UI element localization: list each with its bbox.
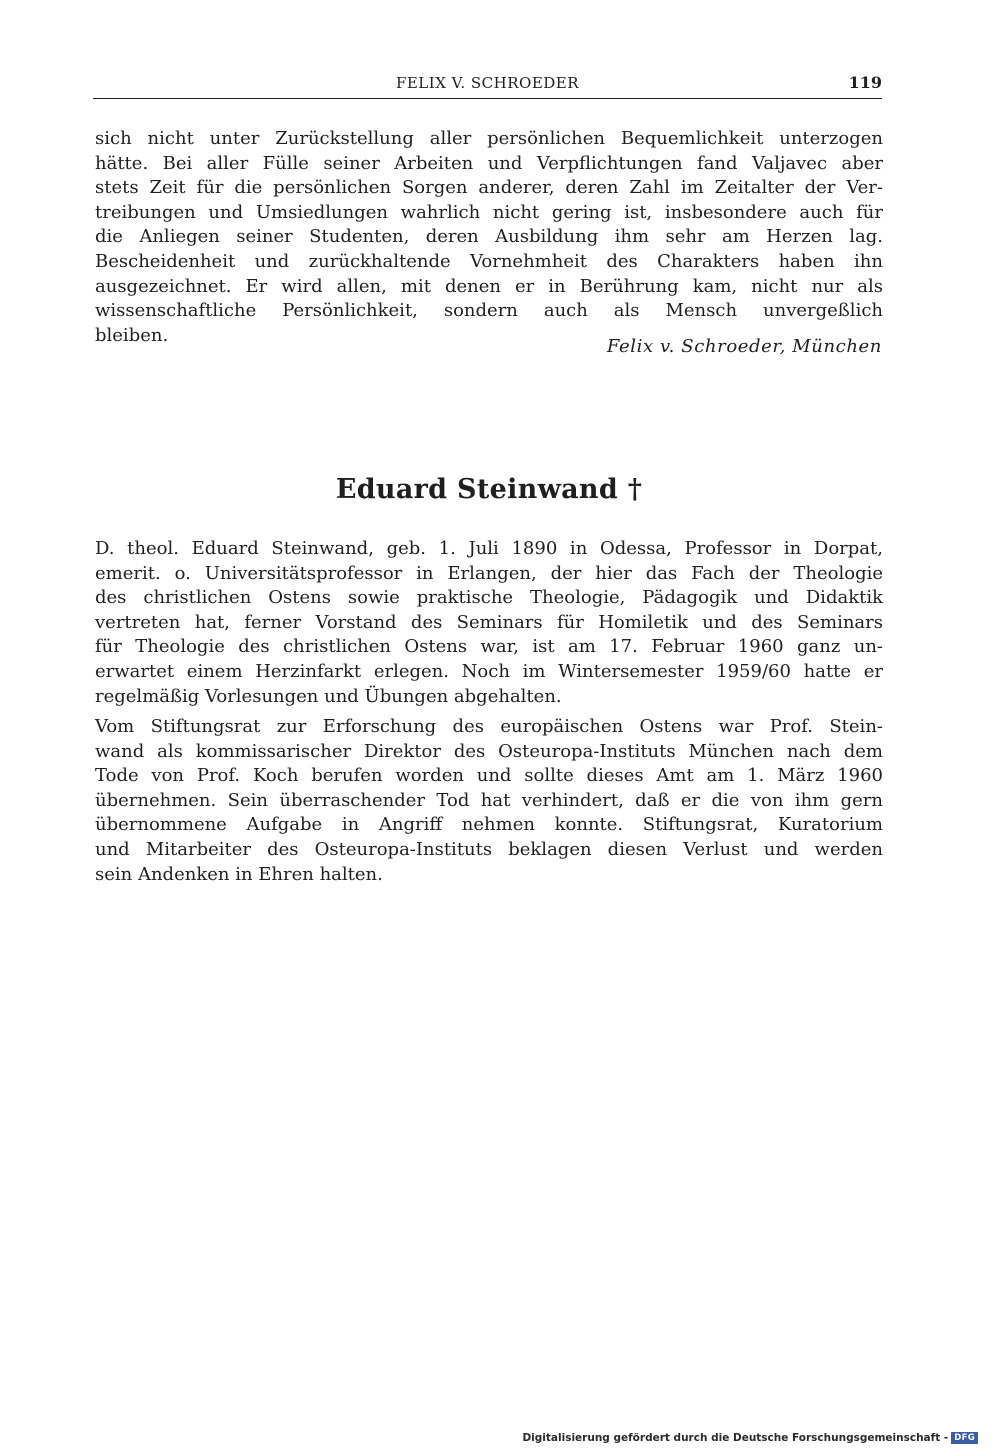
obituary-title: Eduard Steinwand †	[335, 474, 643, 505]
text-line: erwartet einem Herzinfarkt erlegen. Noch im Wintersemester 1959/60 hatte er	[95, 660, 883, 682]
page-number: 119	[848, 73, 882, 92]
text-line: Vom Stiftungsrat zur Erforschung des europäischen Ostens war Prof. Stein-	[95, 716, 883, 737]
running-header	[93, 72, 882, 99]
text-line: hätte. Bei aller Fülle seiner Arbeiten und Verpflichtungen fand Valjavec aber	[95, 152, 883, 174]
obituary-paragraph-2	[95, 715, 883, 887]
text-line: D. theol. Eduard Steinwand, geb. 1. Juli 1890 in Odessa, Professor in Dorpat,	[95, 538, 883, 559]
text-line: treibungen und Umsiedlungen wahrlich nicht gering ist, insbesondere auch für	[95, 201, 883, 223]
text-line: Tode von Prof. Koch berufen worden und sollte dieses Amt am 1. März 1960	[95, 765, 883, 787]
text-line: die Anliegen seiner Studenten, deren Ausbildung ihm sehr am Herzen lag.	[95, 226, 883, 248]
text-line: sich nicht unter Zurückstellung aller persönlichen Bequemlichkeit unterzogen	[95, 128, 883, 149]
text-line: emerit. o. Universitätsprofessor in Erlangen, der hier das Fach der Theologie	[95, 562, 883, 584]
text-line: Bescheidenheit und zurückhaltende Vornehmheit des Charakters haben ihn	[95, 250, 883, 272]
text-line: des christlichen Ostens sowie praktische Theologie, Pädagogik und Didaktik	[95, 587, 883, 609]
digitization-credit	[522, 1432, 978, 1444]
text-line: für Theologie des christlichen Ostens war, ist am 17. Februar 1960 ganz un-	[95, 636, 883, 658]
text-line: übernehmen. Sein überraschender Tod hat verhindert, daß er die von ihm gern	[95, 789, 883, 811]
text-line: wand als kommissarischer Direktor des Osteuropa-Instituts München nach dem	[95, 740, 883, 762]
text-line: ausgezeichnet. Er wird allen, mit denen er in Berührung kam, nicht nur als	[95, 275, 883, 297]
previous-article-closing-paragraph	[95, 127, 883, 348]
text-line: sein Andenken in Ehren halten.	[95, 863, 383, 885]
text-line: stets Zeit für die persönlichen Sorgen anderer, deren Zahl im Zeitalter der Ver-	[95, 177, 883, 199]
text-line: übernommene Aufgabe in Angriff nehmen konnte. Stiftungsrat, Kuratorium	[95, 814, 883, 836]
credit-text: Digitalisierung gefördert durch die Deutsche Forschungsgemeinschaft -	[522, 1432, 949, 1444]
obituary-paragraph-1	[95, 537, 883, 709]
text-line: regelmäßig Vorlesungen und Übungen abgehalten.	[95, 685, 562, 707]
running-title: FELIX V. SCHROEDER	[395, 74, 580, 92]
text-line: bleiben.	[95, 324, 169, 346]
text-line: vertreten hat, ferner Vorstand des Seminars für Homiletik und des Seminars	[95, 611, 883, 633]
author-signature: Felix v. Schroeder, München	[606, 336, 882, 357]
dfg-logo: DFG	[951, 1432, 978, 1444]
text-line: wissenschaftliche Persönlichkeit, sondern auch als Mensch unvergeßlich	[95, 300, 883, 322]
text-line: und Mitarbeiter des Osteuropa-Instituts beklagen diesen Verlust und werden	[95, 838, 883, 860]
